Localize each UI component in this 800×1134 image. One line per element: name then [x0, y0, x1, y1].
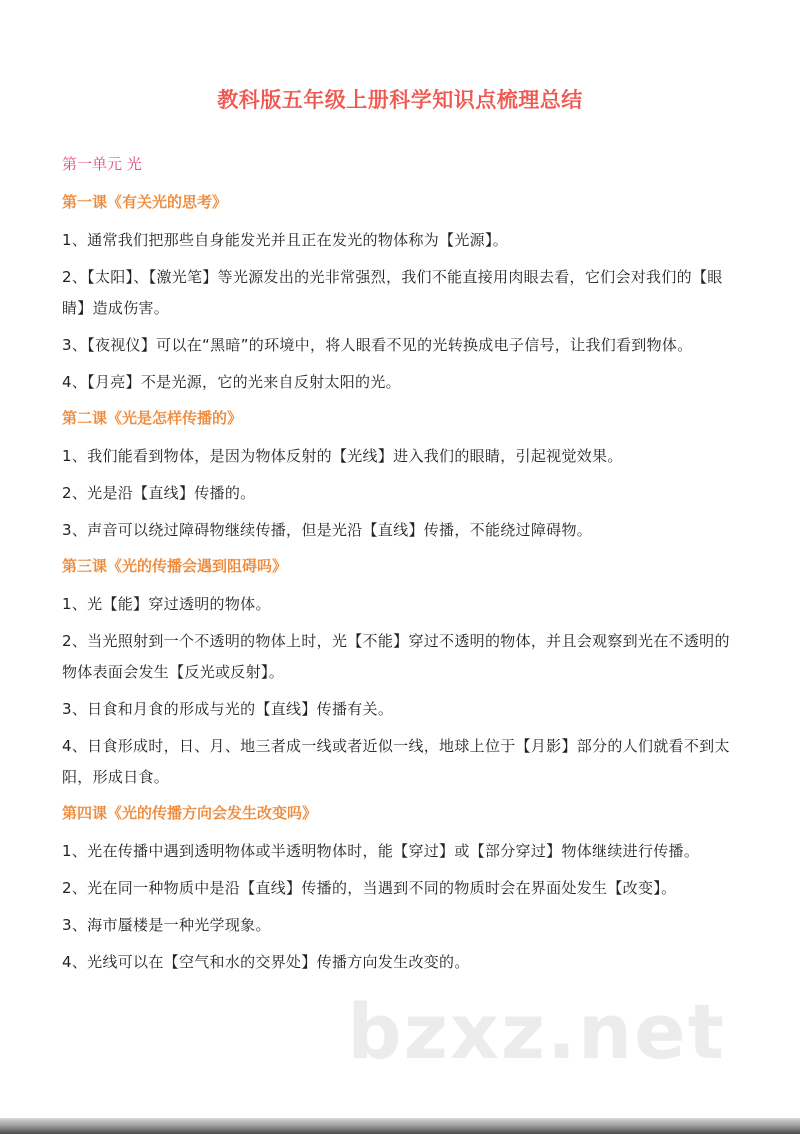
lesson-4-item-4: 4、光线可以在【空气和水的交界处】传播方向发生改变的。 — [62, 953, 470, 971]
lesson-2-item-2: 2、光是沿【直线】传播的。 — [62, 484, 256, 502]
lesson-3-item-4: 4、日食形成时，日、月、地三者成一线或者近似一线，地球上位于【月影】部分的人们就看不到太阳，形成日食。 — [62, 737, 730, 786]
lesson-1-item-1: 1、通常我们把那些自身能发光并且正在发光的物体称为【光源】。 — [62, 231, 509, 249]
page-bottom-edge — [0, 1118, 800, 1134]
lesson-1-item-4: 4、【月亮】不是光源，它的光来自反射太阳的光。 — [62, 373, 401, 391]
document-title: 教科版五年级上册科学知识点梳理总结 — [217, 88, 583, 112]
lesson-3-item-3: 3、日食和月食的形成与光的【直线】传播有关。 — [62, 700, 394, 718]
lesson-4-item-3: 3、海市蜃楼是一种光学现象。 — [62, 916, 271, 934]
lesson-1-heading: 第一课《有关光的思考》 — [62, 193, 228, 211]
lesson-4-heading: 第四课《光的传播方向会发生改变吗》 — [62, 804, 318, 822]
lesson-4-item-2: 2、光在同一种物质中是沿【直线】传播的，当遇到不同的物质时会在界面处发生【改变】。 — [62, 879, 677, 897]
unit-heading: 第一单元 光 — [62, 155, 142, 173]
lesson-2-item-1: 1、我们能看到物体，是因为物体反射的【光线】进入我们的眼睛，引起视觉效果。 — [62, 447, 623, 465]
lesson-2-heading: 第二课《光是怎样传播的》 — [62, 409, 243, 427]
document-body — [62, 150, 742, 984]
lesson-2-item-3: 3、声音可以绕过障碍物继续传播，但是光沿【直线】传播，不能绕过障碍物。 — [62, 521, 593, 539]
lesson-3-item-1: 1、光【能】穿过透明的物体。 — [62, 595, 271, 613]
lesson-1-item-3: 3、【夜视仪】可以在“黑暗”的环境中，将人眼看不见的光转换成电子信号，让我们看到物体。 — [62, 336, 693, 354]
watermark-logo: bzxz.net — [347, 987, 726, 1076]
lesson-4-item-1: 1、光在传播中遇到透明物体或半透明物体时，能【穿过】或【部分穿过】物体继续进行传播。 — [62, 842, 700, 860]
lesson-3-item-2: 2、当光照射到一个不透明的物体上时，光【不能】穿过不透明的物体，并且会观察到光在不透明的物体表面会发生【反光或反射】。 — [62, 632, 730, 681]
lesson-1-item-2: 2、【太阳】、【激光笔】等光源发出的光非常强烈，我们不能直接用肉眼去看，它们会对我们的【眼睛】造成伤害。 — [62, 268, 723, 317]
lesson-3-heading: 第三课《光的传播会遇到阻碍吗》 — [62, 557, 288, 575]
